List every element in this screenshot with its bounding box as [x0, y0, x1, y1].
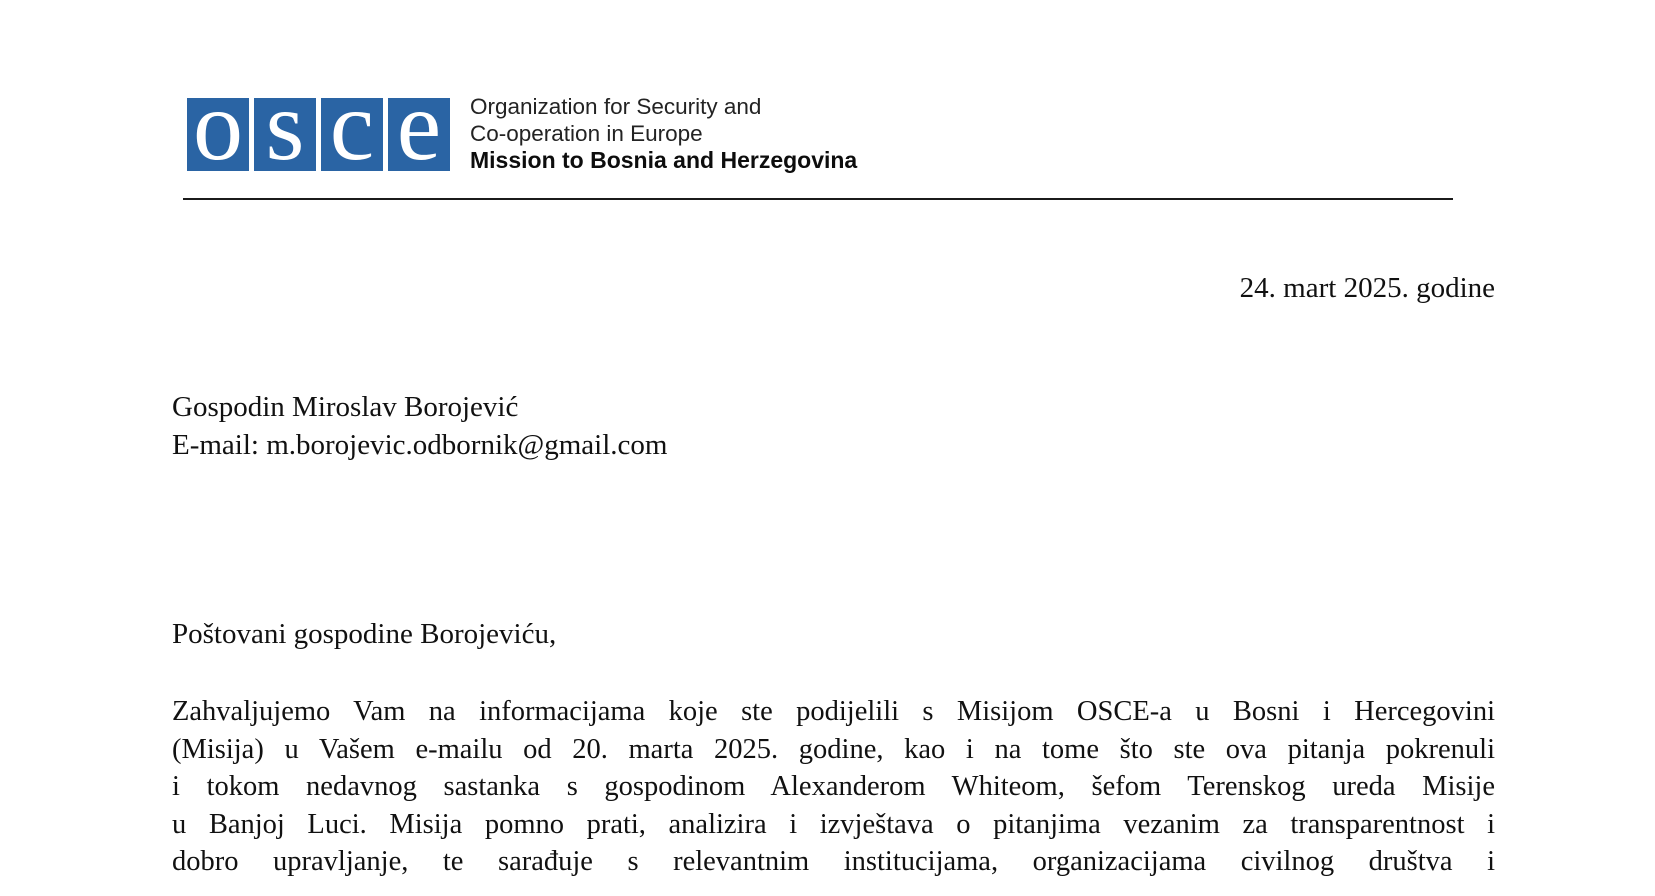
body-line: Zahvaljujemo Vam na informacijama koje ste podijelili s Misijom OSCE-a u Bosni i Hercegovini — [172, 696, 1495, 727]
body-paragraph — [172, 693, 1495, 881]
recipient-email: E-mail: m.borojevic.odbornik@gmail.com — [172, 429, 668, 461]
logo-letter-e: e — [396, 98, 442, 171]
letter-date: 24. mart 2025. godine — [1239, 272, 1495, 304]
org-name-line2: Co-operation in Europe — [470, 120, 703, 146]
organization-name-block — [470, 94, 857, 174]
logo-letter-c: c — [329, 98, 375, 171]
body-line: u Banjoj Luci. Misija pomno prati, analizira i izvještava o pitanjima vezanim za transparentnost i — [172, 808, 1495, 840]
osce-logo — [187, 98, 450, 171]
logo-letter-o: o — [193, 98, 243, 171]
recipient-name: Gospodin Miroslav Borojević — [172, 391, 519, 423]
mission-name: Mission to Bosnia and Herzegovina — [470, 147, 858, 173]
org-name-line1: Organization for Security and — [470, 94, 762, 119]
recipient-block — [172, 388, 667, 464]
salutation: Poštovani gospodine Borojeviću, — [172, 618, 557, 650]
body-line: (Misija) u Vašem e-mailu od 20. marta 2025. godine, kao i na tome što ste ova pitanja pokrenuli — [172, 733, 1495, 765]
logo-letter-s: s — [265, 98, 305, 171]
letterhead-rule — [183, 198, 1453, 200]
logo-square — [388, 98, 450, 171]
body-line: dobro upravljanje, te sarađuje s relevantnim institucijama, organizacijama civilnog društva i — [172, 846, 1495, 877]
body-line: i tokom nedavnog sastanka s gospodinom Alexanderom Whiteom, šefom Terenskog ureda Misije — [172, 771, 1495, 802]
logo-square — [254, 98, 316, 171]
logo-square — [187, 98, 249, 171]
logo-square — [321, 98, 383, 171]
